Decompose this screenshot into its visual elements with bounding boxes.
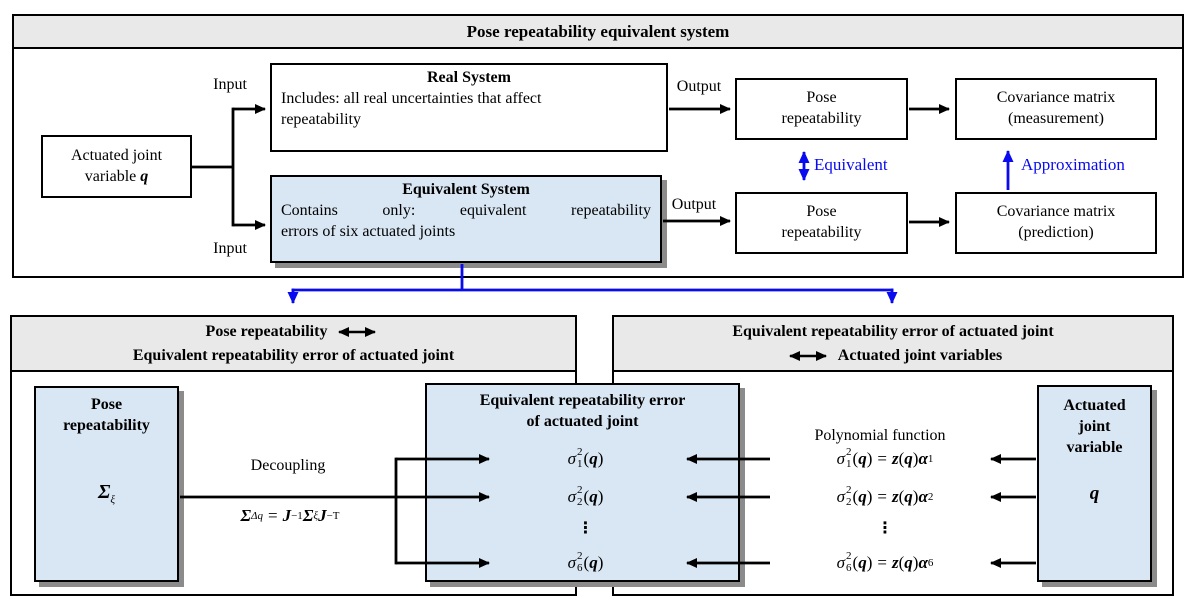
actuated-joint-variable-box: Actuated joint variable q xyxy=(41,135,192,198)
covariance-prediction-box: Covariance matrix (prediction) xyxy=(955,192,1157,254)
right-header-line1: Equivalent repeatability error of actuated joint xyxy=(732,322,1054,340)
top-panel-title: Pose repeatability equivalent system xyxy=(466,21,730,41)
double-arrow-icon xyxy=(786,350,830,362)
equivalent-system-body2: errors of six actuated joints xyxy=(281,222,456,240)
real-system-body2: repeatability xyxy=(281,110,361,128)
decoupling-formula: Σ Δq = J −1 Σ ξ J −T xyxy=(240,506,340,525)
decoupling-label: Decoupling xyxy=(250,457,326,474)
sigma-xi-symbol: $\Sigma_\xi$ xyxy=(97,480,116,506)
actuated-joint-variable-q-box: Actuated joint variable q xyxy=(1037,385,1152,582)
equation-row-1: σ 2 1 ( q ) = z ( q ) α 1 xyxy=(836,446,934,470)
pose-sigma-box: Pose repeatability $\Sigma_\xi$ xyxy=(34,386,179,582)
input-label-bottom: Input xyxy=(213,240,247,257)
real-system-box xyxy=(270,63,668,152)
sigma-dots: ⋮ xyxy=(577,517,594,537)
output-label-top: Output xyxy=(676,78,722,95)
sigma-row-6: σ 2 6 ( q ) xyxy=(567,550,604,574)
equation-row-2: σ 2 2 ( q ) = z ( q ) α 2 xyxy=(836,484,934,508)
q-symbol: q xyxy=(1089,483,1100,505)
output-label-bottom: Output xyxy=(671,196,717,213)
pose-repeatability-top-box: Pose repeatability xyxy=(735,78,908,140)
equivalent-system-title: Equivalent System xyxy=(402,181,530,198)
real-system-body1: Includes: all real uncertainties that affect xyxy=(281,89,542,107)
equivalent-system-body1: Contains only: equivalent repeatability xyxy=(281,201,651,219)
covariance-measurement-box: Covariance matrix (measurement) xyxy=(955,78,1157,140)
polynomial-function-label: Polynomial function xyxy=(814,427,946,444)
input-label-top: Input xyxy=(213,76,247,93)
top-panel-header xyxy=(14,16,1182,49)
equivalent-error-box: Equivalent repeatability error of actuated joint xyxy=(425,383,740,582)
equation-dots: ⋮ xyxy=(877,517,893,537)
left-panel-header xyxy=(12,317,575,372)
right-panel-header xyxy=(614,317,1172,372)
equation-row-6: σ 2 6 ( q ) = z ( q ) α 6 xyxy=(836,550,934,574)
left-header-line2: Equivalent repeatability error of actuated joint xyxy=(132,346,455,364)
sigma-row-2: σ 2 2 ( q ) xyxy=(567,484,604,508)
right-header-line2: Actuated joint variables xyxy=(837,346,1003,364)
real-system-title: Real System xyxy=(427,69,511,86)
equivalent-system-box xyxy=(270,175,662,263)
pose-repeatability-bottom-box: Pose repeatability xyxy=(735,192,908,254)
q-symbol: q xyxy=(140,167,149,185)
approximation-label: Approximation xyxy=(1021,155,1125,174)
actuated-box-line1: Actuated joint xyxy=(70,146,163,164)
left-header-line1: Pose repeatability xyxy=(205,322,328,340)
sigma-row-1: σ 2 1 ( q ) xyxy=(567,446,604,470)
double-arrow-icon xyxy=(335,326,379,338)
equivalent-label: Equivalent xyxy=(814,155,888,174)
